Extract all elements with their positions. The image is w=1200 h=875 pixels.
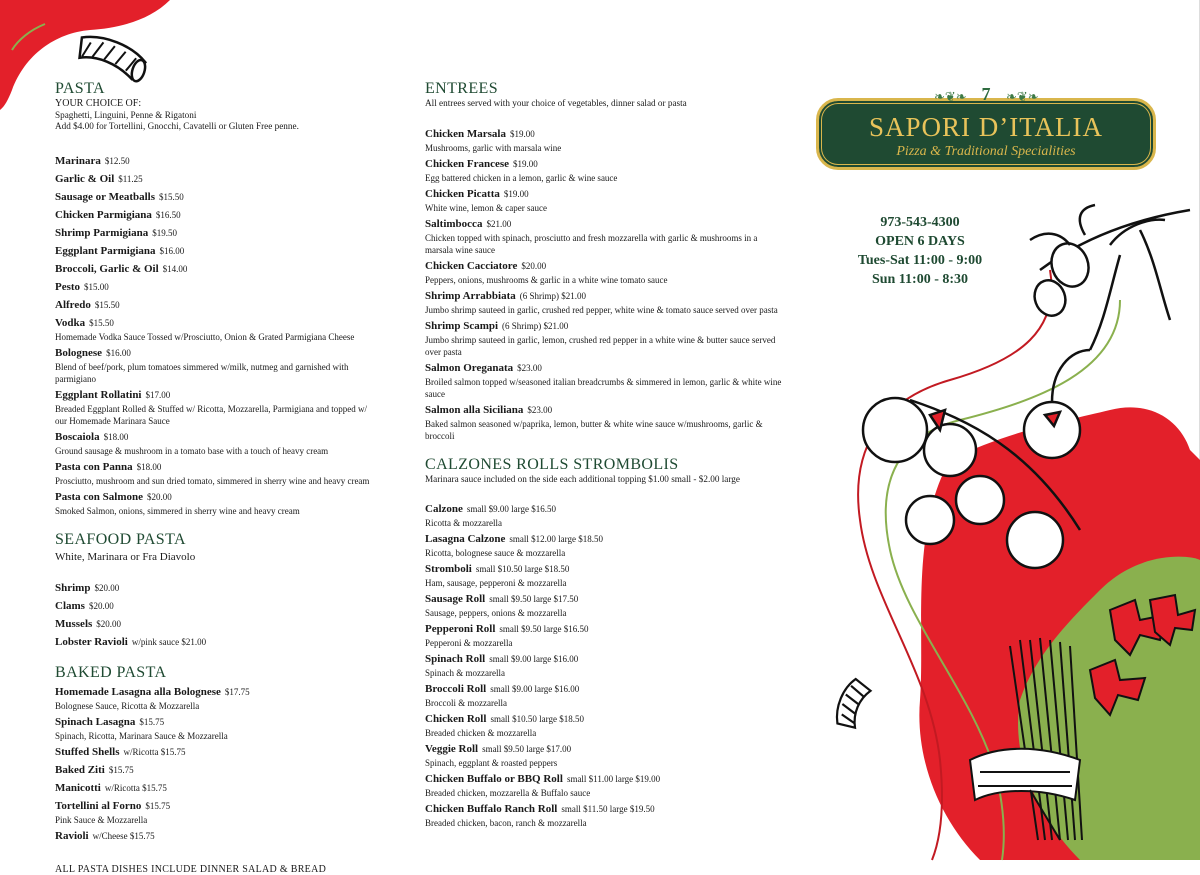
menu-item	[55, 151, 375, 169]
menu-item-name: Chicken Buffalo or BBQ Roll	[425, 773, 563, 785]
logo-number: 7	[981, 84, 991, 104]
menu-item	[55, 205, 375, 223]
menu-item-price: $21.00	[486, 218, 512, 229]
menu-item-price: $19.50	[152, 227, 177, 238]
menu-item	[425, 589, 785, 619]
menu-item-name: Pasta con Panna	[55, 460, 133, 473]
pasta-subtitle: YOUR CHOICE OF:	[55, 98, 142, 109]
menu-item	[55, 778, 375, 796]
menu-item-name: Chicken Cacciatore	[425, 259, 518, 272]
menu-item-description: Spinach, Ricotta, Marinara Sauce & Mozzarella	[55, 730, 228, 741]
menu-item-description: Homemade Vodka Sauce Tossed w/Prosciutto, Onion & Grated Parmigiana Cheese	[55, 331, 355, 342]
menu-item-name: Chicken Francese	[425, 157, 510, 170]
calzones-note: Marinara sauce included on the side each additional topping $1.00 small - $2.00 large	[425, 473, 740, 484]
menu-item-name: Lasagna Calzone	[425, 533, 506, 545]
menu-item-price: $16.50	[155, 209, 181, 220]
menu-item-name: Sausage Roll	[425, 593, 486, 605]
menu-item-price: $15.50	[94, 299, 120, 310]
menu-item-price: (6 Shrimp) $21.00	[519, 290, 587, 301]
menu-item-price: small $9.00 large $16.50	[466, 504, 556, 514]
menu-item-description: Prosciutto, mushroom and sun dried tomato, simmered in sherry wine and heavy cream	[55, 475, 370, 486]
menu-item-name: Pasta con Salmone	[55, 490, 143, 503]
menu-item	[55, 223, 375, 241]
menu-item-name: Shrimp Arrabbiata	[425, 289, 516, 302]
menu-item-description: Pepperoni & mozzarella	[425, 638, 513, 648]
menu-item-name: Bolognese	[55, 346, 103, 359]
menu-item	[425, 358, 785, 400]
menu-item-price: small $11.00 large $19.00	[566, 774, 661, 784]
open-days: OPEN 6 DAYS	[875, 234, 965, 249]
menu-item-price: $15.75	[139, 716, 165, 727]
menu-item-price: w/Cheese $15.75	[92, 830, 155, 841]
menu-item-description: Ham, sausage, pepperoni & mozzarella	[425, 578, 567, 588]
entrees-note: All entrees served with your choice of vegetables, dinner salad or pasta	[425, 98, 687, 108]
seafood-list	[55, 578, 375, 650]
left-column	[55, 80, 375, 875]
menu-item	[55, 169, 375, 187]
menu-item-description: Breaded chicken, mozzarella & Buffalo sauce	[425, 788, 591, 798]
menu-item-price: small $9.00 large $16.00	[490, 684, 580, 694]
menu-item-name: Clams	[55, 599, 85, 612]
menu-item	[55, 596, 375, 614]
menu-item-price: $20.00	[94, 582, 120, 593]
menu-item-name: Salmon Oreganata	[425, 361, 514, 374]
menu-item-description: Ground sausage & mushroom in a tomato base with a touch of heavy cream	[55, 445, 329, 456]
menu-item-price: $15.50	[159, 191, 184, 202]
menu-item-name: Stromboli	[425, 563, 472, 575]
baked-title: BAKED PASTA	[55, 663, 167, 681]
menu-item-name: Chicken Picatta	[425, 187, 500, 200]
menu-item-description: Pink Sauce & Mozzarella	[55, 814, 148, 825]
menu-item	[425, 529, 785, 559]
menu-item	[425, 619, 785, 649]
menu-item-name: Pesto	[55, 280, 81, 293]
menu-item-name: Spinach Roll	[425, 653, 486, 665]
menu-item-price: small $9.50 large $17.50	[489, 594, 579, 604]
restaurant-logo	[816, 84, 1156, 170]
menu-item-name: Vodka	[55, 316, 86, 329]
calzones-list	[425, 499, 785, 829]
menu-item-price: $15.50	[89, 317, 114, 328]
menu-item-description: Spinach & mozzarella	[425, 668, 505, 678]
menu-item-name: Chicken Buffalo Ranch Roll	[425, 803, 558, 815]
menu-item	[425, 214, 785, 256]
menu-item-price: $15.75	[108, 764, 134, 775]
menu-item-price: small $9.50 large $16.50	[499, 624, 589, 634]
menu-item-price: w/pink sauce $21.00	[131, 636, 207, 647]
menu-item-name: Tortellini al Forno	[55, 799, 142, 812]
menu-item-description: Bolognese Sauce, Ricotta & Mozzarella	[55, 700, 200, 711]
menu-item	[425, 679, 785, 709]
menu-item	[55, 826, 375, 844]
menu-item-name: Marinara	[55, 154, 101, 167]
menu-item-name: Garlic & Oil	[55, 172, 115, 185]
menu-item-price: small $9.00 large $16.00	[489, 654, 579, 664]
menu-item-description: Breaded chicken & mozzarella	[425, 728, 537, 738]
menu-item-name: Baked Ziti	[55, 763, 105, 776]
menu-item-price: $16.00	[106, 347, 131, 358]
menu-item	[55, 487, 375, 517]
menu-item-price: $19.00	[509, 128, 535, 139]
menu-item-description: Broiled salmon topped w/seasoned italian breadcrumbs & simmered in lemon, garlic & white wine sauce	[425, 376, 782, 399]
menu-item-name: Homemade Lasagna alla Bolognese	[55, 685, 221, 698]
menu-item-price: small $12.00 large $18.50	[509, 534, 603, 544]
menu-item-name: Eggplant Rollatini	[55, 388, 142, 401]
menu-item	[425, 124, 785, 154]
middle-column	[425, 80, 785, 829]
menu-item	[55, 385, 375, 427]
menu-item-name: Calzone	[425, 503, 463, 515]
menu-item-name: Sausage or Meatballs	[55, 190, 156, 203]
menu-item-price: $19.00	[503, 188, 529, 199]
pasta-note-2: Add $4.00 for Tortellini, Gnocchi, Cavatelli or Gluten Free penne.	[55, 121, 299, 131]
menu-item-price: $20.00	[88, 600, 114, 611]
menu-item	[55, 427, 375, 457]
menu-item	[425, 256, 785, 286]
menu-item-name: Shrimp Parmigiana	[55, 226, 149, 239]
menu-item-name: Manicotti	[55, 781, 101, 794]
menu-item	[55, 632, 375, 650]
rigatoni-icon	[832, 676, 872, 730]
menu-item	[55, 742, 375, 760]
menu-item	[425, 739, 785, 769]
restaurant-tagline: Pizza & Traditional Specialities	[896, 144, 1076, 159]
menu-item-price: $16.00	[159, 245, 185, 256]
pasta-list	[55, 151, 375, 517]
menu-item	[425, 709, 785, 739]
menu-item-price: $20.00	[96, 618, 122, 629]
menu-item	[55, 241, 375, 259]
menu-item	[55, 295, 375, 313]
entrees-list	[425, 124, 785, 442]
menu-item-name: Stuffed Shells	[55, 745, 120, 758]
menu-item-name: Broccoli Roll	[425, 683, 487, 695]
vine-ornament-icon: ❧❦❧	[934, 90, 967, 105]
seafood-title: SEAFOOD PASTA	[55, 530, 186, 548]
vegetable-art-decoration	[820, 200, 1200, 860]
menu-item-description: Breaded Eggplant Rolled & Stuffed w/ Ricotta, Mozzarella, Parmigiana and topped w/ our Homemade Marinara Sauce	[55, 403, 368, 426]
menu-item-price: $15.00	[84, 281, 109, 292]
menu-item-description: Ricotta, bolognese sauce & mozzarella	[425, 548, 566, 558]
menu-item	[55, 760, 375, 778]
menu-item	[55, 682, 375, 712]
contact-block	[820, 213, 1020, 289]
baked-list	[55, 682, 375, 844]
hours-weekday: Tues-Sat 11:00 - 9:00	[857, 253, 983, 268]
pasta-footer-note: ALL PASTA DISHES INCLUDE DINNER SALAD & BREAD	[55, 863, 327, 875]
menu-item-name: Ravioli	[55, 829, 89, 842]
menu-item-price: $20.00	[521, 260, 547, 271]
menu-item	[425, 799, 785, 829]
menu-item-name: Chicken Marsala	[425, 127, 506, 140]
menu-item-name: Veggie Roll	[425, 743, 479, 755]
menu-item-name: Eggplant Parmigiana	[55, 244, 156, 257]
menu-item-description: Jumbo shrimp sauteed in garlic, lemon, crushed red pepper in a white wine & butter sauce served over pasta	[425, 334, 776, 357]
menu-item-price: $18.00	[136, 461, 162, 472]
menu-item	[55, 343, 375, 385]
phone-number[interactable]: 973-543-4300	[880, 215, 960, 230]
menu-item-price: w/Ricotta $15.75	[123, 746, 186, 757]
menu-item-price: $19.00	[513, 158, 538, 169]
menu-item	[425, 769, 785, 799]
menu-item	[425, 154, 785, 184]
menu-item-price: small $11.50 large $19.50	[561, 804, 655, 814]
menu-item-name: Shrimp Scampi	[425, 319, 499, 332]
menu-item-name: Boscaiola	[55, 430, 100, 443]
menu-item-price: w/Ricotta $15.75	[104, 782, 167, 793]
menu-item-price: small $10.50 large $18.50	[490, 714, 585, 724]
menu-item-name: Salmon alla Siciliana	[425, 403, 524, 416]
entrees-title: ENTREES	[425, 80, 499, 97]
menu-item	[55, 457, 375, 487]
menu-item-description: Chicken topped with spinach, prosciutto and fresh mozzarella with garlic & mushrooms in a marsala wine sauce	[425, 232, 758, 255]
rigatoni-icon	[74, 31, 150, 82]
menu-item-name: Broccoli, Garlic & Oil	[55, 262, 159, 275]
menu-item-name: Alfredo	[55, 298, 91, 311]
menu-item-description: Breaded chicken, bacon, ranch & mozzarella	[425, 818, 587, 828]
menu-item-name: Spinach Lasagna	[55, 715, 136, 728]
menu-item-price: small $10.50 large $18.50	[475, 564, 570, 574]
menu-item-description: Sausage, peppers, onions & mozzarella	[425, 608, 567, 618]
menu-item	[425, 184, 785, 214]
menu-item	[425, 400, 785, 442]
menu-item-price: $23.00	[527, 404, 553, 415]
menu-item-name: Shrimp	[55, 581, 91, 594]
olive-branch-icon	[1030, 205, 1190, 350]
menu-item-description: Smoked Salmon, onions, simmered in sherry wine and heavy cream	[55, 505, 300, 516]
menu-item-name: Mussels	[55, 617, 93, 630]
seafood-subtitle: White, Marinara or Fra Diavolo	[55, 550, 196, 563]
menu-item	[425, 649, 785, 679]
menu-item	[55, 187, 375, 205]
menu-item	[55, 614, 375, 632]
menu-item-price: $17.00	[145, 389, 171, 400]
menu-item-description: Ricotta & mozzarella	[425, 518, 502, 528]
menu-item-description: White wine, lemon & caper sauce	[425, 202, 547, 213]
menu-item	[55, 277, 375, 295]
menu-item-description: Broccoli & mozzarella	[425, 698, 507, 708]
hours-sunday: Sun 11:00 - 8:30	[871, 272, 969, 287]
pasta-title: PASTA	[55, 80, 105, 97]
menu-item-price: $17.75	[224, 686, 250, 697]
menu-item	[55, 313, 375, 343]
menu-item-description: Jumbo shrimp sauteed in garlic, crushed red pepper, white wine & tomato sauce served over pasta	[425, 304, 778, 315]
restaurant-name: SAPORI D’ITALIA	[868, 112, 1104, 142]
menu-item	[55, 578, 375, 596]
menu-item-description: Peppers, onions, mushrooms & garlic in a white wine tomato sauce	[425, 274, 668, 285]
menu-item-name: Chicken Parmigiana	[55, 208, 152, 221]
menu-item-name: Saltimbocca	[425, 217, 483, 230]
menu-item	[55, 796, 375, 826]
menu-item-description: Mushrooms, garlic with marsala wine	[425, 142, 562, 153]
menu-item-name: Lobster Ravioli	[55, 635, 128, 648]
menu-item-price: (6 Shrimp) $21.00	[502, 320, 569, 331]
menu-item-name: Chicken Roll	[425, 713, 487, 725]
menu-item-price: $14.00	[162, 263, 188, 274]
menu-item	[425, 286, 785, 316]
menu-item-price: small $9.50 large $17.00	[482, 744, 572, 754]
menu-item-description: Blend of beef/pork, plum tomatoes simmered w/milk, nutmeg and garnished with parmigiano	[55, 361, 349, 384]
calzones-title: CALZONES ROLLS STROMBOLIS	[425, 455, 679, 473]
menu-item	[55, 712, 375, 742]
menu-item-price: $15.75	[145, 800, 171, 811]
menu-item	[425, 559, 785, 589]
menu-item-description: Egg battered chicken in a lemon, garlic & wine sauce	[425, 172, 618, 183]
vine-ornament-icon: ❧❦❧	[1006, 90, 1039, 105]
menu-item-price: $18.00	[103, 431, 129, 442]
menu-item	[55, 259, 375, 277]
menu-item-price: $12.50	[104, 155, 130, 166]
menu-item-name: Pepperoni Roll	[425, 623, 496, 635]
menu-item	[425, 316, 785, 358]
menu-item-description: Spinach, eggplant & roasted peppers	[425, 758, 558, 768]
menu-item-price: $11.25	[118, 173, 143, 184]
pasta-note-1: Spaghetti, Linguini, Penne & Rigatoni	[55, 109, 197, 120]
menu-item-price: $20.00	[147, 491, 172, 502]
menu-item-description: Baked salmon seasoned w/paprika, lemon, butter & white wine sauce w/mushrooms, garlic & broccoli	[425, 418, 763, 441]
menu-item-price: $23.00	[517, 362, 542, 373]
menu-item	[425, 499, 785, 529]
